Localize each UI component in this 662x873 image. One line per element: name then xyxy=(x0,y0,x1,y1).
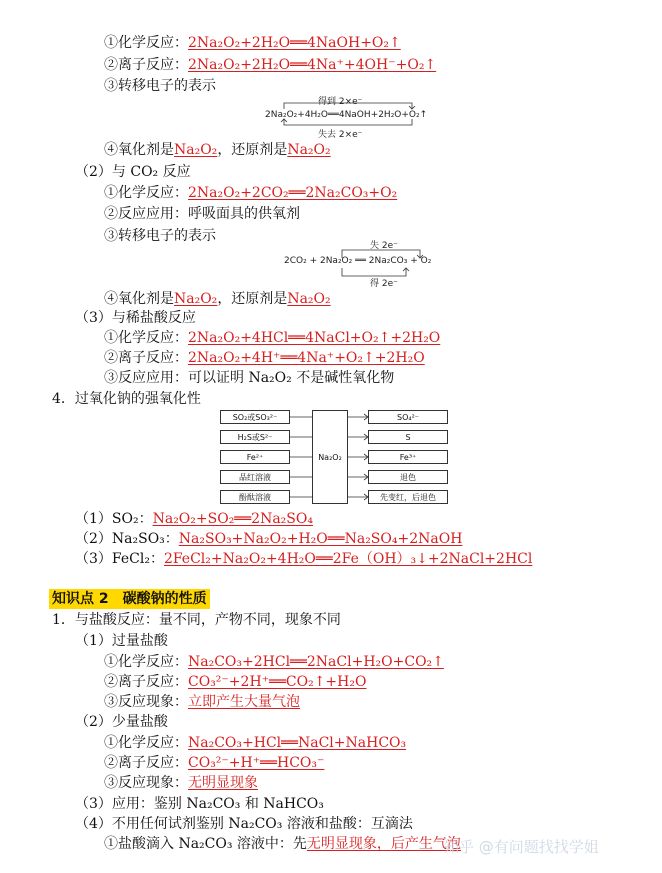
k2-t1-chem-eq: Na₂CO₃+2HCl══2NaCl+H₂O+CO₂↑ xyxy=(188,654,444,670)
k2-p1: 1．与盐酸反应：量不同，产物不同，现象不同 xyxy=(52,612,341,628)
s2-chem-line: ①化学反应：2Na₂O₂+2CO₂══2Na₂CO₃+O₂ xyxy=(104,185,398,201)
product-box-1: SO₄²⁻ xyxy=(368,410,448,424)
k2-t1-phenomenon: 立即产生大量气泡 xyxy=(188,694,300,710)
s3-application: ③反应应用：可以证明 Na₂O₂ 不是碱性氧化物 xyxy=(104,370,395,386)
reactant-box-2: H₂S或S²⁻ xyxy=(220,430,290,444)
k2-t1-chem-line: ①化学反应：Na₂CO₃+2HCl══2NaCl+H₂O+CO₂↑ xyxy=(104,654,444,670)
s1-ion-eq: 2Na₂O₂+2H₂O══4Na⁺+4OH⁻+O₂↑ xyxy=(188,57,437,73)
k2-t2-chem-line: ①化学反应：Na₂CO₃+HCl══NaCl+NaHCO₃ xyxy=(104,735,407,751)
s1-chem-eq: 2Na₂O₂+2H₂O══4NaOH+O₂↑ xyxy=(188,35,401,51)
k2-t2-phenomenon-line: ③反应现象：无明显现象 xyxy=(104,775,258,791)
s3-title: （3）与稀盐酸反应 xyxy=(75,310,196,326)
product-box-2: S xyxy=(368,430,448,444)
k2-t2-phenomenon: 无明显现象 xyxy=(188,775,258,791)
k2-t2-chem-eq: Na₂CO₃+HCl══NaCl+NaHCO₃ xyxy=(188,735,407,751)
s2-transfer-title: ③转移电子的表示 xyxy=(104,228,216,244)
product-box-4: 退色 xyxy=(368,470,448,484)
reactant-box-4: 品红溶液 xyxy=(220,470,290,484)
transfer-equation-1: 2Na₂O₂+4H₂O══4NaOH+2H₂O+O₂↑ xyxy=(265,110,428,120)
s1-transfer-title: ③转移电子的表示 xyxy=(104,78,216,94)
zhihu-watermark: 知乎 @有问题找找学姐 xyxy=(444,838,599,856)
reactant-box-1: SO₂或SO₃²⁻ xyxy=(220,410,290,424)
k2-t2: （2）少量盐酸 xyxy=(75,714,168,730)
s1-chem-line: ①化学反应：2Na₂O₂+2H₂O══4NaOH+O₂↑ xyxy=(104,35,401,51)
k2-t1-ion-line: ②离子反应：CO₃²⁻+2H⁺══CO₂↑+H₂O xyxy=(104,674,367,690)
s2-oxidant: Na₂O₂ xyxy=(174,291,218,307)
reactant-box-3: Fe²⁺ xyxy=(220,450,290,464)
k2-t2-ion-eq: CO₃²⁻+H⁺══HCO₃⁻ xyxy=(188,755,325,771)
s4-title: 4．过氧化钠的强氧化性 xyxy=(52,391,201,407)
s4-r1-eq: Na₂O₂+SO₂══2Na₂SO₄ xyxy=(152,511,313,527)
na2o2-center-box: Na₂O₂ xyxy=(312,410,348,504)
s1-oxidant: Na₂O₂ xyxy=(174,142,218,158)
transfer-gain-label-1: 得到 2×e⁻ xyxy=(318,97,363,107)
k2-t4-l1-val: 无明显现象，后产生气泡 xyxy=(306,836,461,852)
s1-reductant: Na₂O₂ xyxy=(287,142,331,158)
s2-title: （2）与 CO₂ 反应 xyxy=(75,164,191,180)
k2-t3: （3）应用：鉴别 Na₂CO₃ 和 NaHCO₃ xyxy=(75,796,324,812)
transfer-equation-2: 2CO₂ + 2Na₂O₂ ══ 2Na₂CO₃ + O₂ xyxy=(284,256,432,266)
product-box-3: Fe³⁺ xyxy=(368,450,448,464)
k2-t4: （4）不用任何试剂鉴别 Na₂CO₃ 溶液和盐酸：互滴法 xyxy=(75,816,413,832)
s4-r3-line: （3）FeCl₂：2FeCl₂+Na₂O₂+4H₂O══2Fe（OH）₃↓+2NaCl+2HCl xyxy=(75,551,533,567)
s2-application: ②反应应用：呼吸面具的供氧剂 xyxy=(104,206,300,222)
s1-oxidant-line: ④氧化剂是Na₂O₂，还原剂是Na₂O₂ xyxy=(104,142,331,158)
reactant-box-5: 酚酞溶液 xyxy=(220,490,290,504)
k2-t2-ion-line: ②离子反应：CO₃²⁻+H⁺══HCO₃⁻ xyxy=(104,755,325,771)
transfer-loss-label-1: 失去 2×e⁻ xyxy=(318,130,363,140)
k2-t1-ion-eq: CO₃²⁻+2H⁺══CO₂↑+H₂O xyxy=(188,674,367,690)
k2-t4-l1-line: ①盐酸滴入 Na₂CO₃ 溶液中：先无明显现象，后产生气泡 xyxy=(104,836,461,852)
s4-r2-line: （2）Na₂SO₃：Na₂SO₃+Na₂O₂+H₂O══Na₂SO₄+2NaOH xyxy=(75,531,463,547)
s1-ion-line: ②离子反应：2Na₂O₂+2H₂O══4Na⁺+4OH⁻+O₂↑ xyxy=(104,57,437,73)
transfer-gain-label-2: 得 2e⁻ xyxy=(370,279,398,289)
s3-ion-line: ②离子反应：2Na₂O₂+4H⁺══4Na⁺+O₂↑+2H₂O xyxy=(104,350,425,366)
s2-chem-eq: 2Na₂O₂+2CO₂══2Na₂CO₃+O₂ xyxy=(188,185,398,201)
s3-ion-eq: 2Na₂O₂+4H⁺══4Na⁺+O₂↑+2H₂O xyxy=(188,350,425,366)
s4-r1-line: （1）SO₂：Na₂O₂+SO₂══2Na₂SO₄ xyxy=(75,511,313,527)
k2-t1-phenomenon-line: ③反应现象：立即产生大量气泡 xyxy=(104,694,300,710)
k2-t1: （1）过量盐酸 xyxy=(75,633,168,649)
product-box-5: 先变红，后退色 xyxy=(368,490,448,504)
s2-reductant: Na₂O₂ xyxy=(287,291,331,307)
s4-r2-eq: Na₂SO₃+Na₂O₂+H₂O══Na₂SO₄+2NaOH xyxy=(178,531,463,547)
s3-chem-eq: 2Na₂O₂+4HCl══4NaCl+O₂↑+2H₂O xyxy=(188,330,441,346)
s2-oxidant-line: ④氧化剂是Na₂O₂，还原剂是Na₂O₂ xyxy=(104,291,331,307)
knowledge-point-2-header: 知识点 2 碳酸钠的性质 xyxy=(49,589,210,609)
s3-chem-line: ①化学反应：2Na₂O₂+4HCl══4NaCl+O₂↑+2H₂O xyxy=(104,330,441,346)
transfer-lose-label-2: 失 2e⁻ xyxy=(370,241,398,251)
s4-r3-eq: 2FeCl₂+Na₂O₂+4H₂O══2Fe（OH）₃↓+2NaCl+2HCl xyxy=(163,551,533,567)
